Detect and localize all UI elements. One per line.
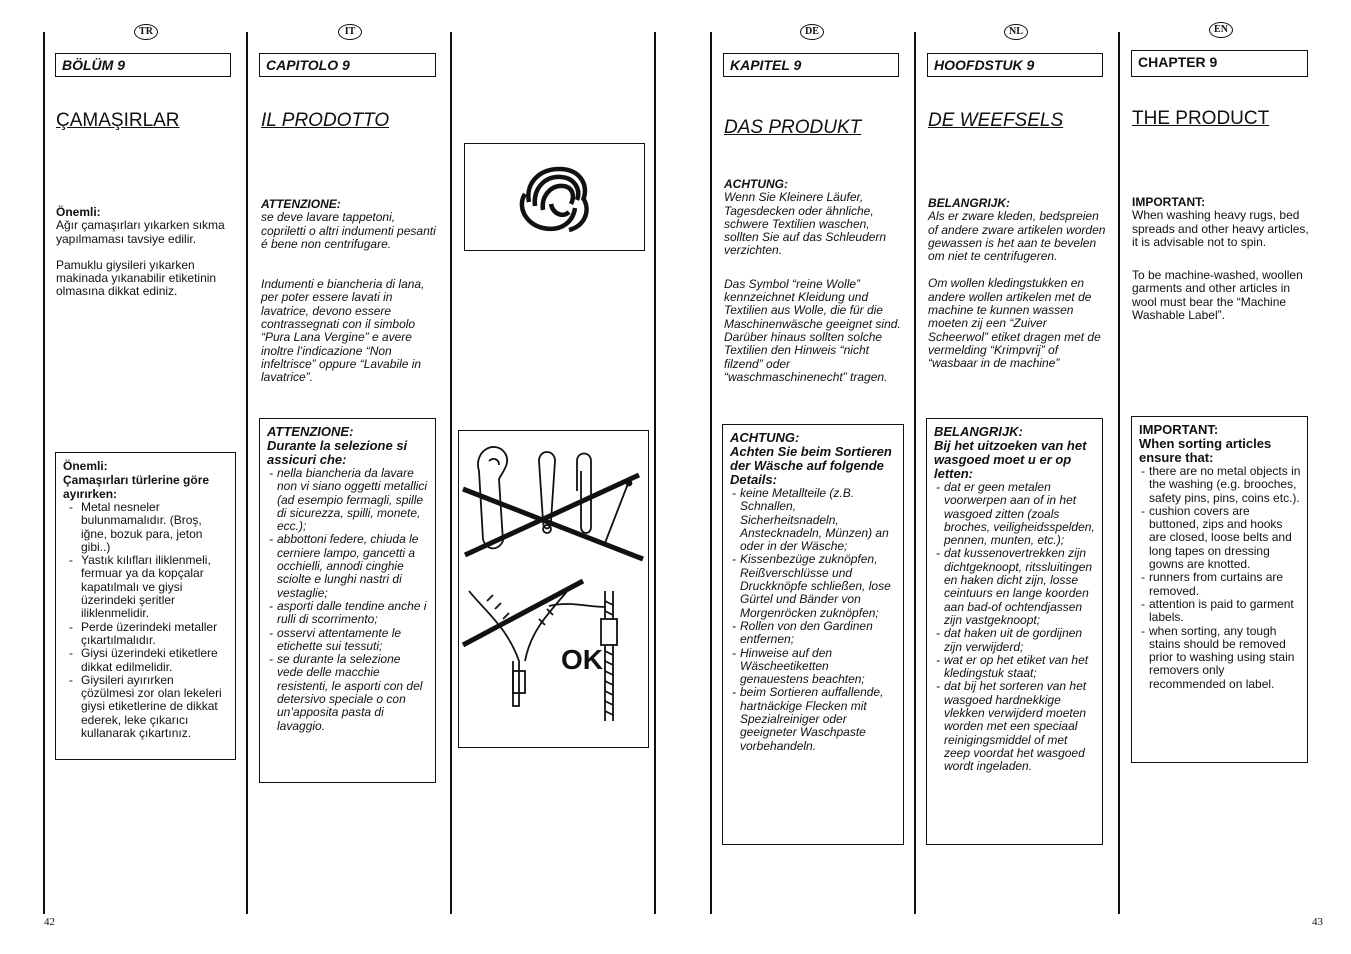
- language-badge-it: IT: [338, 24, 362, 40]
- list-item: - abbottoni federe, chiuda le cerniere lampo, gancetti a occhielli, annodi cinghie sciolte e lunghi nastri di vestaglie;: [267, 533, 429, 599]
- list-item: - dat haken uit de gordijnen zijn verwijderd;: [934, 627, 1096, 654]
- intro-text-it: [261, 198, 441, 385]
- column-rule: [246, 32, 248, 914]
- warning-box-en: [1131, 416, 1308, 763]
- box-heading-tr: Çamaşırları türlerine göre ayırırken:: [63, 473, 210, 501]
- paragraph-it-2: Indumenti e biancheria di lana, per poter essere lavati in lavatrice, devono essere contrassegnati con il simbolo “Pura Lana Vergine” e avere inoltre l’indicazione “Non infeltrisce” oppure “Lavabile in lavatrice”.: [261, 277, 425, 385]
- wool-symbol-figure: [464, 143, 645, 251]
- important-label-tr: Önemli:: [56, 205, 101, 219]
- list-item: - Kissenbezüge zuknöpfen, Reißverschlüsse und Druckknöpfe schließen, lose Gürtel und Bänder von Morgenröcken zuknöpfen;: [730, 553, 897, 619]
- paragraph-tr-1: Ağır çamaşırları yıkarken sıkma yapılmaması tavsiye edilir.: [56, 218, 225, 246]
- intro-text-nl: [928, 197, 1110, 371]
- list-item: - Metal nesneler bulunmamalıdır. (Broş, iğne, bozuk para, jeton gibi..): [63, 501, 229, 554]
- paragraph-en-1: When washing heavy rugs, bed spreads and other heavy articles, it is advisable not to spin.: [1132, 208, 1309, 249]
- language-badge-tr: TR: [134, 24, 158, 40]
- list-item: - Hinweise auf den Wäscheetiketten genauestens beachten;: [730, 647, 897, 687]
- list-item: - runners from curtains are removed.: [1139, 571, 1301, 598]
- zipper-open-icon: [469, 591, 519, 706]
- list-item: - Giysileri ayırırken çözülmesi zor olan lekeleri giysi etiketlerine de dikkat ederek, leke çıkarıcı kullanarak çıkartınız.: [63, 674, 229, 740]
- section-title-it: IL PRODOTTO: [261, 110, 390, 131]
- pure-wool-icon: [465, 144, 643, 249]
- column-rule: [43, 32, 45, 914]
- sorting-illustration: [458, 430, 649, 748]
- important-label-nl: BELANGRIJK:: [928, 196, 1011, 210]
- list-item: - cushion covers are buttoned, zips and hooks are closed, loose belts and long tapes on dressing gowns are knotted.: [1139, 505, 1301, 571]
- paragraph-nl-2: Om wollen kledingstukken en andere wollen artikelen met de machine te kunnen wassen moeten zij een “Zuiver Scheerwol” etiket dragen met de vermelding “Krimpvrij” of “wasbaar in de machine”: [928, 276, 1101, 371]
- page-number-left: 42: [44, 916, 55, 928]
- list-item: - dat kussenovertrekken zijn dichtgeknoopt, ritssluitingen en haken dicht zijn, losse ceintuurs en lange koorden aan bad-of ochtendjassen zijn vastgeknoopt;: [934, 547, 1096, 627]
- chapter-heading-en: CHAPTER 9: [1131, 50, 1308, 77]
- list-item: - when sorting, any tough stains should be removed prior to washing using stain removers only recommended on label.: [1139, 625, 1301, 691]
- box-heading-it: Durante la selezione si assicuri che:: [267, 438, 408, 467]
- list-item: - dat bij het sorteren van het wasgoed hardnekkige vlekken verwijderd moeten worden met een speciaal reinigingsmiddel of met zeep voordat het wasgoed wordt ingeladen.: [934, 680, 1096, 773]
- warning-box-nl: [926, 418, 1103, 845]
- warning-box-de: [722, 424, 904, 845]
- box-heading-en: When sorting articles ensure that:: [1139, 436, 1272, 465]
- language-badge-de: DE: [800, 24, 824, 40]
- box-label-it: ATTENZIONE:: [267, 424, 354, 439]
- list-item: - keine Metallteile (z.B. Schnallen, Sicherheitsnadeln, Anstecknadeln, Münzen) an oder in der Wäsche;: [730, 487, 897, 553]
- language-badge-en: EN: [1209, 22, 1233, 38]
- column-rule: [710, 32, 712, 914]
- paragraph-it-1: se deve lavare tappetoni, copriletti o altri indumenti pesanti é bene non centrifugare.: [261, 210, 436, 251]
- list-item: - attention is paid to garment labels.: [1139, 598, 1301, 625]
- column-rule: [450, 32, 452, 914]
- section-title-de: DAS PRODUKT: [724, 117, 862, 138]
- paragraph-de-2: Das Symbol “reine Wolle” kennzeichnet Kleidung und Textilien aus Wolle, die für die Maschinenwäsche geeignet sind. Darüber hinaus sollten solche Textilien den Hinweis “nicht filzend” oder “waschmaschinenecht” tragen.: [724, 276, 901, 384]
- important-label-de: ACHTUNG:: [724, 177, 788, 191]
- list-item: - osservi attentamente le etichette sui tessuti;: [267, 627, 429, 654]
- list-item: - there are no metal objects in the washing (e.g. brooches, safety pins, pins, coins etc.).: [1139, 465, 1301, 505]
- list-item: - se durante la selezione vede delle macchie resistenti, le asporti con del detersivo speciale o con un’apposita pasta di lavaggio.: [267, 653, 429, 733]
- paragraph-nl-1: Als er zware kleden, bedspreien of andere zware artikelen worden gewassen is het aan te bevelen om niet te centrifugeren.: [928, 209, 1106, 264]
- list-item: - Yastık kılıfları iliklenmeli, fermuar ya da kopçalar kapatılmalı ve giysi üzerindeki şeritler iliklenmelidir.: [63, 554, 229, 620]
- list-item: - nella biancheria da lavare non vi siano oggetti metallici (ad esempio fermagli, spille di sicurezza, spilli, monete, ecc.);: [267, 467, 429, 533]
- page-number-right: 43: [1312, 916, 1323, 928]
- list-item: - asporti dalle tendine anche i rulli di scorrimento;: [267, 600, 429, 627]
- warning-box-tr: [55, 452, 236, 760]
- language-badge-nl: NL: [1004, 24, 1028, 40]
- section-title-en: THE PRODUCT: [1132, 108, 1270, 129]
- paragraph-tr-2: Pamuklu giysileri yıkarken makinada yıkanabilir etiketinin olmasına dikkat ediniz.: [56, 257, 217, 299]
- paper-clip-icon: [577, 454, 591, 534]
- important-label-en: IMPORTANT:: [1132, 195, 1206, 209]
- chapter-heading-de: KAPITEL 9: [723, 53, 899, 77]
- box-label-tr: Önemli:: [63, 459, 108, 473]
- list-item: - wat er op het etiket van het kledingstuk staat;: [934, 654, 1096, 681]
- intro-text-en: [1132, 196, 1312, 322]
- chapter-heading-tr: BÖLÜM 9: [55, 53, 231, 77]
- list-item: - Rollen von den Gardinen entfernen;: [730, 620, 897, 647]
- column-rule: [914, 32, 916, 914]
- chapter-heading-it: CAPITOLO 9: [259, 53, 436, 77]
- list-item: - Giysi üzerindeki etiketlere dikkat edilmelidir.: [63, 647, 229, 674]
- section-title-tr: ÇAMAŞIRLAR: [56, 110, 180, 131]
- intro-text-de: [724, 178, 906, 384]
- paragraph-de-1: Wenn Sie Kleinere Läufer, Tagesdecken oder ähnliche, schwere Textilien waschen, sollten Sie auf das Schleudern verzichten.: [724, 190, 887, 258]
- box-label-nl: BELANGRIJK:: [934, 424, 1023, 439]
- ok-label: OK: [561, 644, 603, 675]
- chapter-heading-nl: HOOFDSTUK 9: [927, 53, 1103, 77]
- important-label-it: ATTENZIONE:: [261, 197, 341, 211]
- box-label-de: ACHTUNG:: [730, 430, 800, 445]
- column-rule: [1118, 32, 1120, 914]
- intro-text-tr: [56, 206, 236, 299]
- box-heading-nl: Bij het uitzoeken van het wasgoed moet u er op letten:: [934, 438, 1087, 481]
- box-heading-de: Achten Sie beim Sortieren der Wäsche auf folgende Details:: [730, 444, 892, 487]
- list-item: - Perde üzerindeki metaller çıkartılmalıdır.: [63, 621, 229, 648]
- warning-box-it: [259, 418, 436, 783]
- column-rule: [654, 32, 656, 914]
- box-label-en: IMPORTANT:: [1139, 422, 1219, 437]
- list-item: - dat er geen metalen voorwerpen aan of in het wasgoed zitten (zoals broches, veiligheidsspelden, pennen, munten, etc.);: [934, 481, 1096, 547]
- sorting-illustration-graphic: [459, 431, 647, 746]
- section-title-nl: DE WEEFSELS: [928, 110, 1064, 131]
- list-item: - beim Sortieren auffallende, hartnäckige Flecken mit Spezialreiniger oder geeigneter Waschpaste vorbehandeln.: [730, 686, 897, 752]
- paragraph-en-2: To be machine-washed, woollen garments and other articles in wool must bear the “Machine Washable Label”.: [1132, 268, 1303, 323]
